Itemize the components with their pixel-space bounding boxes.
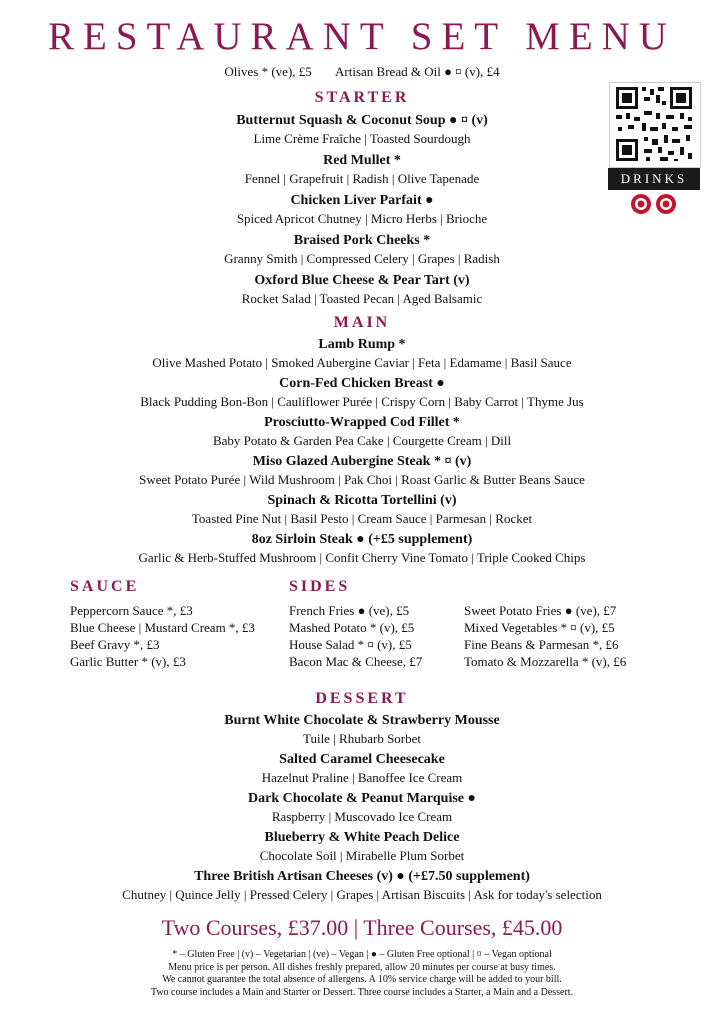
sides-section: [289, 578, 689, 670]
dish-name: Miso Glazed Aubergine Steak * ¤ (v): [252, 454, 472, 469]
dish-desc: Hazelnut Praline | Banoffee Ice Cream: [261, 770, 463, 785]
menu-dish: [60, 374, 664, 410]
side-item: French Fries ● (ve), £5: [289, 603, 410, 618]
footnote-line: Two course includes a Main and Starter or Dessert. Three course includes a Starter, a Main and a Dessert.: [150, 986, 574, 998]
dish-name: Chicken Liver Parfait ●: [290, 193, 434, 208]
dish-desc: Baby Potato & Garden Pea Cake | Courgette Cream | Dill: [212, 433, 512, 448]
dish-name: Salted Caramel Cheesecake: [279, 752, 445, 767]
dish-name: Corn-Fed Chicken Breast ●: [279, 376, 445, 391]
menu-dish: [60, 867, 664, 903]
dish-desc: Lime Crème Fraîche | Toasted Sourdough: [253, 131, 471, 146]
menu-dish: [100, 191, 624, 227]
dish-desc: Rocket Salad | Toasted Pecan | Aged Balsamic: [241, 291, 483, 306]
menu-dish: [60, 750, 664, 786]
dish-desc: Garlic & Herb-Stuffed Mushroom | Confit Cherry Vine Tomato | Triple Cooked Chips: [138, 550, 586, 565]
dish-desc: Granny Smith | Compressed Celery | Grapes | Radish: [224, 251, 500, 266]
menu-dish: [60, 530, 664, 566]
sauce-item: Peppercorn Sauce *, £3: [70, 603, 193, 618]
dish-name: Oxford Blue Cheese & Pear Tart (v): [254, 273, 470, 288]
sauce-item: Garlic Butter * (v), £3: [70, 654, 186, 669]
rose-emblems: [630, 193, 678, 219]
dish-desc: Spiced Apricot Chutney | Micro Herbs | Brioche: [236, 211, 488, 226]
side-item: Fine Beans & Parmesan *, £6: [464, 637, 619, 652]
main-heading: MAIN: [333, 314, 391, 331]
dish-name: Burnt White Chocolate & Strawberry Mousse: [224, 713, 500, 728]
sauce-item: Blue Cheese | Mustard Cream *, £3: [70, 620, 255, 635]
rose-icon: [630, 193, 678, 215]
course-pricing: Two Courses, £37.00 | Three Courses, £45.00: [161, 915, 563, 940]
side-item: House Salad * ¤ (v), £5: [289, 637, 412, 652]
dish-name: Dark Chocolate & Peanut Marquise ●: [248, 791, 476, 806]
sides-column-2: [464, 602, 639, 670]
dish-desc: Tuile | Rhubarb Sorbet: [302, 731, 422, 746]
dish-name: Red Mullet *: [323, 153, 401, 168]
dish-name: Prosciutto-Wrapped Cod Fillet *: [264, 415, 460, 430]
sides-heading: SIDES: [289, 578, 351, 595]
side-item: Mashed Potato * (v), £5: [289, 620, 415, 635]
menu-dish: [60, 413, 664, 449]
dish-desc: Fennel | Grapefruit | Radish | Olive Tapenade: [244, 171, 480, 186]
menu-dish: [100, 271, 624, 307]
sauce-heading: SAUCE: [70, 578, 140, 595]
menu-dish: [100, 111, 624, 147]
dish-desc: Raspberry | Muscovado Ice Cream: [271, 809, 453, 824]
dish-name: Lamb Rump *: [318, 337, 406, 352]
menu-dish: [60, 452, 664, 488]
menu-dish: [60, 711, 664, 747]
menu-dish: [100, 151, 624, 187]
dessert-section: [60, 690, 664, 903]
menu-dish: [60, 789, 664, 825]
side-item: Tomato & Mozzarella * (v), £6: [464, 654, 627, 669]
footnote-line: Menu price is per person. All dishes freshly prepared, allow 20 minutes per course at busy times.: [168, 961, 556, 973]
sides-column-1: [289, 602, 464, 670]
dish-name: 8oz Sirloin Steak ● (+£5 supplement): [251, 532, 473, 547]
menu-dish: [100, 231, 624, 267]
menu-dish: [60, 828, 664, 864]
dish-name: Spinach & Ricotta Tortellini (v): [267, 493, 457, 508]
allergen-key: * – Gluten Free | (v) – Vegetarian | (ve) – Vegan | ● – Gluten Free optional | ¤ – Vegan optional: [172, 949, 552, 960]
sauce-item: Beef Gravy *, £3: [70, 637, 160, 652]
side-item: Mixed Vegetables * ¤ (v), £5: [464, 620, 615, 635]
dish-desc: Olive Mashed Potato | Smoked Aubergine Caviar | Feta | Edamame | Basil Sauce: [152, 355, 572, 370]
menu-dish: [60, 491, 664, 527]
side-item: Sweet Potato Fries ● (ve), £7: [464, 603, 617, 618]
side-item: Bacon Mac & Cheese, £7: [289, 654, 423, 669]
menu-dish: [60, 335, 664, 371]
dish-desc: Chocolate Soil | Mirabelle Plum Sorbet: [259, 848, 465, 863]
main-section: [60, 314, 664, 566]
starter-section: [100, 89, 624, 307]
extras-line: [0, 64, 724, 80]
menu-title: RESTAURANT SET MENU: [48, 15, 676, 58]
dish-name: Butternut Squash & Coconut Soup ● ¤ (v): [236, 113, 488, 128]
dish-desc: Toasted Pine Nut | Basil Pesto | Cream Sauce | Parmesan | Rocket: [191, 511, 533, 526]
dish-name: Braised Pork Cheeks *: [293, 233, 431, 248]
footnote-line: We cannot guarantee the total absence of allergens. A 10% service charge will be added to your bill.: [162, 974, 562, 985]
extra-bread: Artisan Bread & Oil ● ¤ (v), £4: [335, 64, 500, 79]
dish-desc: Sweet Potato Purée | Wild Mushroom | Pak Choi | Roast Garlic & Butter Beans Sauce: [139, 472, 585, 487]
starter-heading: STARTER: [314, 89, 410, 106]
dessert-heading: DESSERT: [315, 690, 409, 707]
dish-name: Three British Artisan Cheeses (v) ● (+£7.50 supplement): [194, 869, 530, 884]
drinks-label: DRINKS: [608, 168, 700, 190]
dish-desc: Black Pudding Bon-Bon | Cauliflower Purée | Crispy Corn | Baby Carrot | Thyme Jus: [140, 394, 584, 409]
footnotes: [0, 949, 724, 999]
sauce-section: [70, 578, 290, 670]
dish-desc: Chutney | Quince Jelly | Pressed Celery | Grapes | Artisan Biscuits | Ask for today's selection: [122, 887, 602, 902]
dish-name: Blueberry & White Peach Delice: [264, 830, 460, 845]
extra-olives: Olives * (ve), £5: [224, 64, 312, 79]
